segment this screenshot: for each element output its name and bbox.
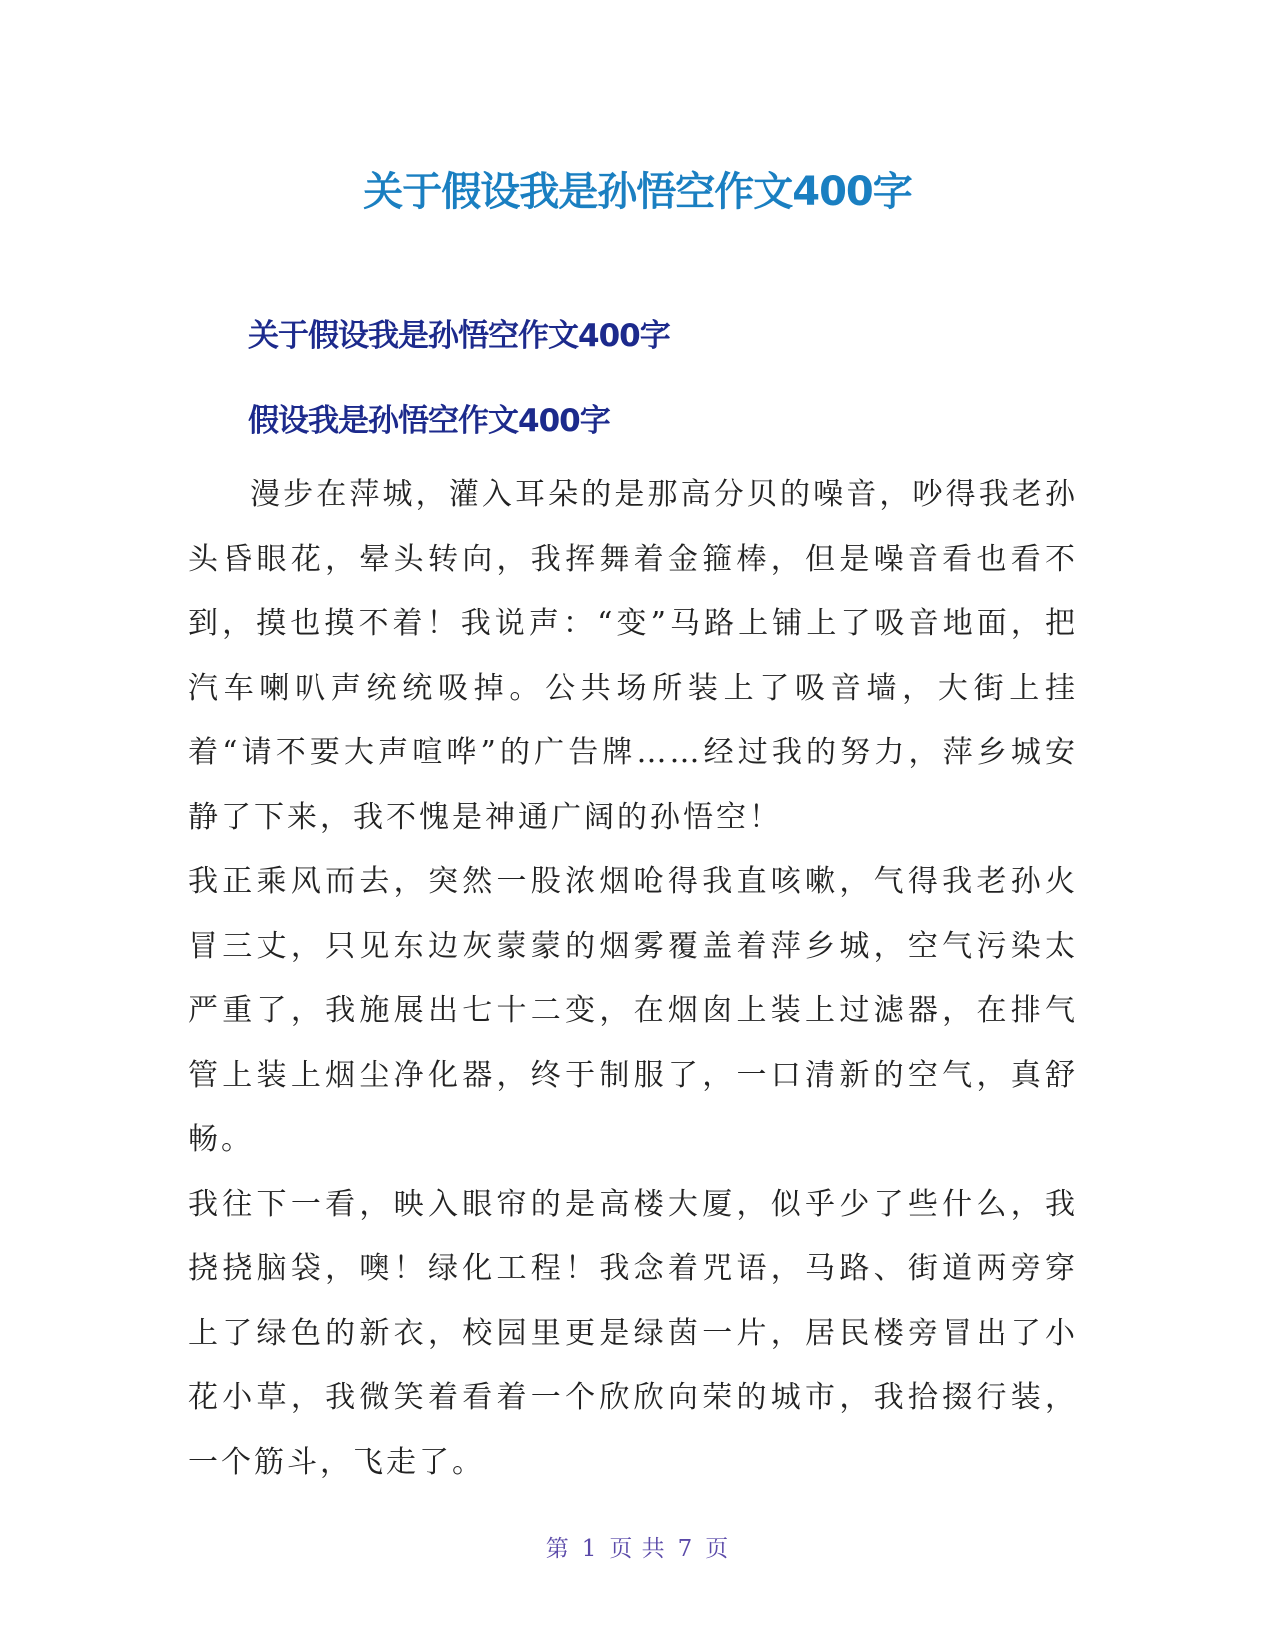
footer-total-pages: 7 (677, 1536, 694, 1562)
footer-suffix: 页 (705, 1536, 730, 1562)
paragraph-2: 我正乘风而去，突然一股浓烟呛得我直咳嗽，气得我老孙火冒三丈，只见东边灰蒙蒙的烟雾覆盖着萍乡城，空气污染太严重了，我施展出七十二变，在烟囱上装上过滤器，在排气管上装上烟尘净化器，终于制服了，一口清新的空气，真舒畅。 (188, 864, 1078, 1157)
footer-middle: 页 共 (609, 1536, 666, 1562)
section-heading-2: 假设我是孙悟空作文400字 (248, 403, 610, 439)
document-title: 关于假设我是孙悟空作文400字 (363, 169, 912, 215)
essay-body (188, 463, 1078, 1495)
section-heading-1: 关于假设我是孙悟空作文400字 (248, 318, 670, 354)
paragraph-1: 漫步在萍城，灌入耳朵的是那高分贝的噪音，吵得我老孙头昏眼花，晕头转向，我挥舞着金箍棒，但是噪音看也看不到，摸也摸不着！我说声：“变”马路上铺上了吸音地面，把汽车喇叭声统统吸掉。公共场所装上了吸音墙，大街上挂着“请不要大声喧哗”的广告牌……经过我的努力，萍乡城安静了下来，我不愧是神通广阔的孙悟空！ (188, 477, 1078, 835)
page-footer (0, 1530, 1275, 1563)
paragraph-3: 我往下一看，映入眼帘的是高楼大厦，似乎少了些什么，我挠挠脑袋，噢！绿化工程！我念着咒语，马路、街道两旁穿上了绿色的新衣，校园里更是绿茵一片，居民楼旁冒出了小花小草，我微笑着看着一个欣欣向荣的城市，我拾掇行装，一个筋斗，飞走了。 (188, 1186, 1078, 1480)
footer-prefix: 第 (545, 1536, 570, 1562)
footer-current-page: 1 (581, 1536, 598, 1562)
